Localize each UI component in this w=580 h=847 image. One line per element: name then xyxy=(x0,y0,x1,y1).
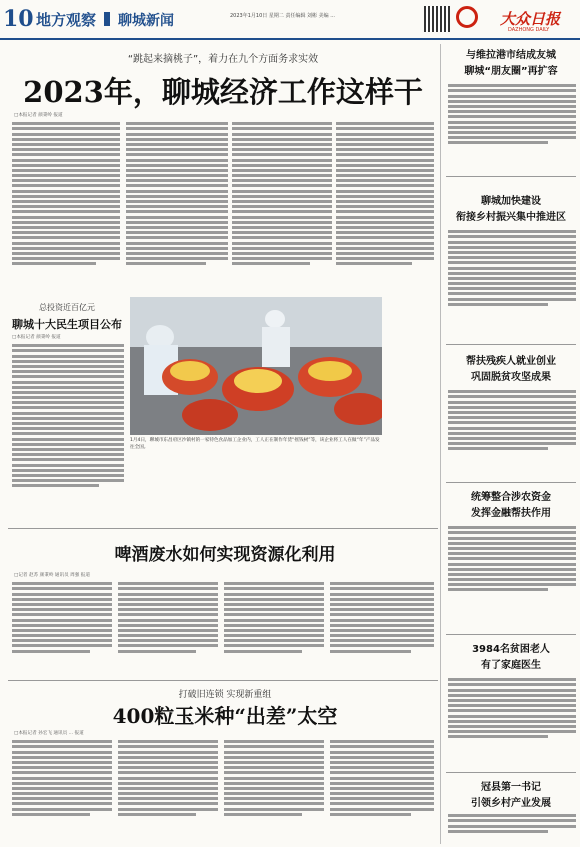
lead-headline: 2023年，聊城经济工作这样干 xyxy=(23,75,423,109)
right-s4-body xyxy=(448,524,576,624)
right-s6-body xyxy=(448,812,576,844)
lead-photo xyxy=(130,297,382,435)
right-s3-headline: 帮扶残疾人就业创业 xyxy=(466,356,556,367)
page-number: 10 xyxy=(3,6,34,32)
corn-col-3 xyxy=(224,738,324,844)
lead-col-2 xyxy=(126,120,228,295)
lead-byline: □本报记者 颜秉岭 报道 xyxy=(14,113,63,118)
side-left-byline: □本报记者 颜秉岭 报道 xyxy=(12,335,61,340)
beer-col-1 xyxy=(12,580,112,672)
photo-caption: 1月4日，聊城市东昌府区沙镇村的一家特色食品加工企业内，工人正在制作年货“摇钱树”等，该企业将工人在做“年”产品发往全国。 xyxy=(130,438,380,450)
corn-kicker: 打破旧连锁 实现新重组 xyxy=(178,690,272,700)
right-s3-body xyxy=(448,388,576,478)
corn-byline: □本报记者 孙宏飞 通讯员 ... 报道 xyxy=(14,731,84,736)
side-left-kicker: 总投资近百亿元 xyxy=(39,303,95,312)
paper-section-title: 聊城新闻 xyxy=(118,13,174,29)
masthead xyxy=(0,0,580,40)
right-s5-headline: 3984名贫困老人 xyxy=(472,644,550,655)
right-s4-sub: 发挥金融帮扶作用 xyxy=(471,508,551,519)
corn-col-2 xyxy=(118,738,218,844)
section-logo-icon xyxy=(104,12,110,26)
right-s5-sub: 有了家庭医生 xyxy=(481,660,541,671)
right-s2-body xyxy=(448,228,576,338)
right-s1-sub: 聊城“朋友圈”再扩容 xyxy=(464,66,558,77)
brand-sub: DAZHONG DAILY xyxy=(508,27,550,33)
right-s4-headline: 统筹整合涉农资金 xyxy=(471,492,551,503)
seal-icon xyxy=(456,6,478,28)
beer-col-2 xyxy=(118,580,218,672)
side-left-body xyxy=(12,342,124,520)
right-s2-sub: 衔接乡村振兴集中推进区 xyxy=(456,212,566,223)
beer-col-3 xyxy=(224,580,324,672)
beer-byline: □记者 赵苏 颜秉岭 通讯员 周强 报道 xyxy=(14,573,90,578)
right-s1-body xyxy=(448,82,576,170)
lead-col-3 xyxy=(232,120,332,295)
right-s5-body xyxy=(448,676,576,768)
side-left-headline: 聊城十大民生项目公布 xyxy=(12,318,122,331)
right-s1-headline: 与维拉港市结成友城 xyxy=(466,50,556,61)
brand-logo: 大众日报 xyxy=(500,10,561,28)
corn-headline: 400粒玉米种“出差”太空 xyxy=(112,704,338,728)
corn-col-4 xyxy=(330,738,434,844)
lead-col-1 xyxy=(12,120,120,295)
qr-code-icon xyxy=(424,6,450,32)
beer-headline: 啤酒废水如何实现资源化利用 xyxy=(114,545,336,565)
right-s6-sub: 引领乡村产业发展 xyxy=(471,798,551,809)
section-title: 地方观察 xyxy=(36,11,97,29)
workers-photo-illustration xyxy=(130,297,382,435)
masthead-info: 2023年1月10日 星期二 责任编辑 刘彬 美编 ... xyxy=(230,13,335,19)
right-s6-headline: 冠县第一书记 xyxy=(481,782,541,793)
beer-col-4 xyxy=(330,580,434,672)
right-s2-headline: 聊城加快建设 xyxy=(481,196,541,207)
corn-col-1 xyxy=(12,738,112,844)
lead-col-4 xyxy=(336,120,434,295)
lead-kicker: “跳起来摘桃子”，着力在九个方面务求实效 xyxy=(127,54,319,65)
right-s3-sub: 巩固脱贫攻坚成果 xyxy=(471,372,551,383)
